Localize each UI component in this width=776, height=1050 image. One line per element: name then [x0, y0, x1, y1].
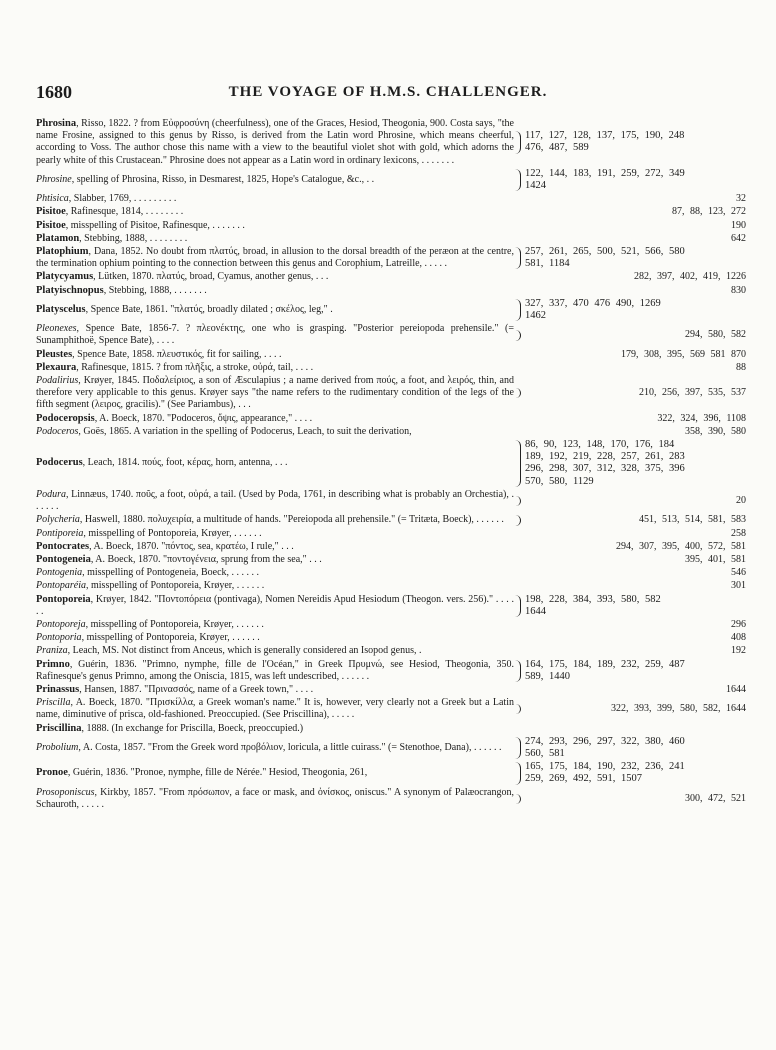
index-entry — [36, 761, 746, 785]
page-references — [514, 220, 746, 232]
reference-line: 296 — [731, 618, 746, 630]
genus-name: Platycyamus — [36, 271, 94, 283]
page-references — [514, 298, 746, 322]
genus-name: Pontoporeia — [36, 593, 91, 605]
entry-text — [36, 528, 514, 540]
entry-text — [36, 457, 514, 469]
entry-description: , Rafinesque, 1814, . . . . . . . . — [65, 206, 184, 218]
genus-name: Pontoporeja — [36, 618, 86, 630]
entry-description: , Linnæus, 1740. ποῦς, a foot, οὐρά, a tail. (Used by Poda, 1761, in describing what is probably an Orchestia), . . . . . . — [36, 488, 514, 513]
entry-text — [36, 742, 514, 754]
genus-name: Pontoporia — [36, 632, 82, 644]
reference-line: 1424 — [525, 180, 546, 192]
index-entry — [36, 375, 746, 412]
genus-name: Podalirius — [36, 375, 79, 387]
index-entry — [36, 439, 746, 488]
genus-name: Polycheria — [36, 514, 80, 526]
genus-name: Podoceros — [36, 425, 79, 437]
reference-line: 451, 513, 514, 581, 583 — [639, 514, 746, 526]
genus-name: Platophium — [36, 246, 89, 258]
index-entry — [36, 323, 746, 347]
reference-line: 198, 228, 384, 393, 580, 582 — [525, 593, 661, 605]
index-entry — [36, 220, 746, 232]
page-references — [514, 206, 746, 218]
reference-line: 294, 307, 395, 400, 572, 581 — [616, 540, 746, 552]
entry-text — [36, 174, 514, 186]
entry-description: , Dana, 1852. No doubt from πλατύς, broad, in allusion to the dorsal breadth of the peræon at the centre, the termination ophium pointing to the connection between this genus and Corophium, Latreille, . . . . . — [36, 246, 514, 270]
entry-description: , Stebbing, 1888, . . . . . . . — [103, 284, 207, 296]
page-references — [514, 439, 746, 488]
entry-description: , Haswell, 1880. πολυχειρία, a multitude of hands. "Pereiopoda all prehensile." (= Tritæta, Boeck), . . . . . . — [79, 514, 504, 526]
reference-list — [521, 761, 685, 785]
genus-name: Platyischnopus — [36, 284, 104, 296]
entry-description: , Spence Bate, 1861. "πλατύς, broadly dilated ; σκέλος, leg," . — [85, 303, 333, 315]
reference-line: 192 — [731, 645, 746, 657]
reference-line: 88 — [736, 361, 746, 373]
reference-list — [514, 285, 746, 297]
reference-list — [521, 298, 661, 322]
reference-list — [514, 580, 746, 592]
brace-mark — [514, 131, 521, 153]
page-references — [514, 495, 746, 507]
entry-description: , misspelling of Pontoporeia, Krøyer, . . . . . . — [81, 632, 260, 644]
brace-mark — [514, 247, 521, 269]
entry-description: , Rafinesque, 1815. ? from πλῆξις, a stroke, οὐρά, tail, . . . . — [76, 361, 314, 373]
page-references — [514, 736, 746, 760]
entry-text — [36, 271, 514, 283]
genus-name: Pleonexes — [36, 323, 77, 335]
reference-list — [514, 684, 746, 696]
genus-name: Priscilla — [36, 697, 71, 709]
reference-line: 322, 324, 396, 1108 — [657, 412, 746, 424]
reference-line: 165, 175, 184, 190, 232, 236, 241 — [525, 761, 685, 773]
page-references — [514, 619, 746, 631]
reference-line: 1644 — [726, 683, 746, 695]
index-entry — [36, 632, 746, 644]
page-references — [514, 349, 746, 361]
page-references — [514, 193, 746, 205]
page-references — [514, 233, 746, 245]
page-references — [514, 528, 746, 540]
index-entry — [36, 659, 746, 683]
entry-text — [36, 645, 514, 657]
index-entry — [36, 118, 746, 167]
page-header — [0, 82, 776, 106]
entry-description: , misspelling of Pontoporeia, Krøyer, . . . . . . — [83, 527, 262, 539]
brace-mark — [514, 595, 521, 617]
reference-line: 259, 269, 492, 591, 1507 — [525, 773, 642, 785]
reference-list — [521, 246, 685, 270]
index-entry — [36, 528, 746, 540]
genus-name: Podocerus — [36, 457, 83, 469]
reference-line: 589, 1440 — [525, 670, 570, 682]
brace-mark — [514, 388, 521, 398]
index-entry — [36, 298, 746, 322]
page-references — [514, 645, 746, 657]
reference-list — [514, 362, 746, 374]
entry-text — [36, 723, 514, 735]
entry-text — [36, 349, 514, 361]
genus-name: Podoceropsis — [36, 412, 95, 424]
reference-list — [521, 594, 661, 618]
reference-list — [521, 495, 746, 507]
reference-list — [514, 413, 746, 425]
entry-description: , Stebbing, 1888, . . . . . . . . — [79, 232, 188, 244]
reference-line: 258 — [731, 527, 746, 539]
brace-mark — [514, 330, 521, 340]
reference-list — [521, 736, 685, 760]
entry-text — [36, 567, 514, 579]
genus-name: Phrosina — [36, 118, 77, 129]
index-entry — [36, 723, 746, 735]
reference-list — [514, 567, 746, 579]
entry-text — [36, 697, 514, 721]
reference-list — [514, 541, 746, 553]
reference-list — [514, 193, 746, 205]
page-references — [514, 271, 746, 283]
reference-line: 274, 293, 296, 297, 322, 380, 460 — [525, 735, 685, 747]
brace-mark — [514, 762, 521, 784]
page-references — [514, 703, 746, 715]
reference-list — [521, 514, 746, 526]
genus-name: Platyscelus — [36, 303, 86, 315]
brace-mark — [514, 169, 521, 191]
page-references — [514, 387, 746, 399]
entry-description: , misspelling of Pontoporeia, Krøyer, . . . . . . — [85, 618, 264, 630]
genus-name: Prosoponiscus — [36, 786, 95, 798]
index-entry — [36, 489, 746, 513]
entry-text — [36, 554, 514, 566]
entry-text — [36, 375, 514, 412]
entry-text — [36, 514, 514, 526]
genus-name: Prinassus — [36, 683, 80, 695]
reference-line: 301 — [731, 580, 746, 592]
entry-description: , Krøyer, 1845. Ποδαλείριος, a son of Æsculapius ; a name derived from πούς, a foot, and λειρός, thin, and therefore very applicable to this genus. Krøyer says "the name refers to the rudimentary condition of the legs of the fifth segment (λειρος, gracilis)." (See Pariambus), . . . — [36, 375, 514, 411]
entry-text — [36, 632, 514, 644]
genus-name: Pontiporeia — [36, 527, 84, 539]
reference-line: 327, 337, 470 476 490, 1269 — [525, 297, 661, 309]
genus-name: Phrosine — [36, 173, 72, 185]
index-entry — [36, 349, 746, 361]
entry-description: , 1888. (In exchange for Priscilla, Boeck, preoccupied.) — [81, 722, 304, 734]
reference-list — [521, 793, 746, 805]
index-entries — [36, 118, 746, 812]
reference-list — [514, 206, 746, 218]
reference-list — [514, 632, 746, 644]
index-entry — [36, 285, 746, 297]
index-entry — [36, 271, 746, 283]
entry-text — [36, 594, 514, 618]
entry-description: , misspelling of Pontogeneia, Boeck, . . . . . . — [82, 567, 260, 579]
entry-description: , Leach, MS. Not distinct from Anceus, which is generally considered an Isopod genus, . — [67, 645, 422, 657]
page-references — [514, 426, 746, 438]
reference-line: 830 — [731, 284, 746, 296]
entry-description: , A. Boeck, 1870. "Πρισκίλλα, a Greek woman's name." It is, however, very clearly not a Greek but a Latin name, diminutive of prisca, old-fashioned. Preoccupied. (See Priscillina), . . . . . — [36, 697, 514, 721]
index-entry — [36, 645, 746, 657]
page-references — [514, 514, 746, 526]
index-entry — [36, 362, 746, 374]
page-references — [514, 659, 746, 683]
brace-mark — [514, 794, 521, 804]
reference-line: 570, 580, 1129 — [525, 475, 594, 487]
genus-name: Primno — [36, 658, 70, 670]
brace-mark — [514, 660, 521, 682]
entry-description: , misspelling of Pontoporeia, Krøyer, . . . . . . — [86, 580, 265, 592]
entry-text — [36, 285, 514, 297]
genus-name: Pisitoe — [36, 219, 66, 231]
genus-name: Podura — [36, 488, 66, 500]
entry-text — [36, 193, 514, 205]
page-references — [514, 541, 746, 553]
genus-name: Pleustes — [36, 348, 73, 360]
entry-description: , Risso, 1822. ? from Εὐφροσύνη (cheerfulness), one of the Graces, Hesiod, Theogonia, 900. Costa says, "the name Frosine, assigned to this genus by Risso, is derived from the Latin word Phrosine, which means cheerful, according to Voss. The author chose this name with a view to the beautiful violet shot with gold, which adorns the pearly white of this Crustacean." Phrosine does not appear as a Latin word in ordinary lexicons, . . . . . . . — [36, 118, 514, 166]
reference-line: 642 — [731, 232, 746, 244]
index-entry — [36, 787, 746, 811]
reference-line: 122, 144, 183, 191, 259, 272, 349 — [525, 167, 685, 179]
entry-text — [36, 206, 514, 218]
reference-line: 282, 397, 402, 419, 1226 — [634, 271, 746, 283]
entry-description: , Spence Bate, 1858. πλευστικός, fit for sailing, . . . . — [72, 348, 282, 360]
reference-line: 32 — [736, 193, 746, 205]
page-references — [514, 567, 746, 579]
reference-list — [514, 233, 746, 245]
reference-list — [521, 439, 685, 488]
index-entry — [36, 554, 746, 566]
reference-line: 87, 88, 123, 272 — [672, 206, 746, 218]
reference-list — [514, 619, 746, 631]
genus-name: Plexaura — [36, 361, 77, 373]
entry-text — [36, 246, 514, 270]
genus-name: Pontocrates — [36, 540, 90, 552]
reference-line: 189, 192, 219, 228, 257, 261, 283 — [525, 451, 685, 463]
reference-line: 117, 127, 128, 137, 175, 190, 248 — [525, 130, 685, 142]
reference-list — [521, 168, 685, 192]
entry-text — [36, 580, 514, 592]
genus-name: Praniza — [36, 645, 68, 657]
reference-line: 581, 1184 — [525, 258, 570, 270]
reference-line: 257, 261, 265, 500, 521, 566, 580 — [525, 246, 685, 258]
genus-name: Probolium — [36, 741, 79, 753]
entry-text — [36, 304, 514, 316]
entry-description: , Goës, 1865. A variation in the spelling of Podocerus, Leach, to suit the derivation, — [78, 425, 412, 437]
reference-list — [521, 329, 746, 341]
reference-line: 86, 90, 123, 148, 170, 176, 184 — [525, 439, 675, 451]
page-references — [514, 362, 746, 374]
reference-line: 20 — [736, 494, 746, 506]
page-references — [514, 130, 746, 154]
reference-list — [514, 220, 746, 232]
index-entry — [36, 233, 746, 245]
index-entry — [36, 619, 746, 631]
reference-line: 1462 — [525, 310, 546, 322]
entry-text — [36, 489, 514, 513]
page-references — [514, 413, 746, 425]
entry-text — [36, 541, 514, 553]
reference-line: 322, 393, 399, 580, 582, 1644 — [611, 703, 746, 715]
reference-line: 294, 580, 582 — [685, 329, 746, 341]
reference-line: 179, 308, 395, 569 581 870 — [621, 348, 746, 360]
entry-text — [36, 323, 514, 347]
entry-text — [36, 787, 514, 811]
brace-mark — [514, 496, 521, 506]
reference-line: 546 — [731, 567, 746, 579]
entry-text — [36, 233, 514, 245]
entry-description: , misspelling of Pisitoe, Rafinesque, . . . . . . . — [65, 219, 245, 231]
reference-list — [514, 645, 746, 657]
reference-list — [521, 130, 684, 154]
entry-description: , Kirkby, 1857. "From πρόσωπον, a face or mask, and ὀνίσκος, oniscus." A synonym of Palæocrangon, Schauroth, . . . . . — [36, 786, 514, 810]
brace-mark — [514, 299, 521, 321]
genus-name: Priscillina — [36, 722, 82, 734]
reference-list — [514, 349, 746, 361]
page-references — [514, 554, 746, 566]
reference-line: 190 — [731, 219, 746, 231]
reference-list — [521, 703, 746, 715]
page-references — [514, 594, 746, 618]
genus-name: Pronoe — [36, 767, 68, 779]
page-references — [514, 285, 746, 297]
index-entry — [36, 426, 746, 438]
entry-text — [36, 684, 514, 696]
genus-name: Phtisica — [36, 193, 69, 205]
reference-line: 476, 487, 589 — [525, 142, 589, 154]
entry-description: , A. Boeck, 1870. "ποντογένεια, sprung from the sea," . . . — [90, 553, 322, 565]
reference-line: 1644 — [525, 605, 546, 617]
entry-description: , A. Costa, 1857. "From the Greek word προβόλιον, loricula, a little cuirass." (= Stenothoe, Dana), . . . . . . — [78, 741, 502, 753]
entry-description: , Guérin, 1836. "Primno, nymphe, fille de l'Océan," in Greek Πρυμνώ, see Hesiod, Theogonia, 350. Rafinesque's genus Primno, among the Oniscia, 1815, was left undescribed, . . . . . . — [36, 658, 514, 682]
reference-line: 210, 256, 397, 535, 537 — [639, 387, 746, 399]
reference-line: 358, 390, 580 — [685, 425, 746, 437]
reference-list — [514, 271, 746, 283]
entry-text — [36, 220, 514, 232]
index-entry — [36, 206, 746, 218]
entry-text — [36, 767, 514, 779]
entry-description: , A. Boeck, 1870. "πόντος, sea, κρατέω, I rule," . . . — [89, 540, 294, 552]
entry-description: , Slabber, 1769, . . . . . . . . . — [68, 193, 177, 205]
brace-mark — [514, 704, 521, 714]
reference-line: 408 — [731, 632, 746, 644]
page-references — [514, 793, 746, 805]
entry-description: , Krøyer, 1842. "Ποντοπόρεια (pontivaga), Nomen Nereidis Apud Hesiodum (Theogon. vers. 256)." . . . . . . — [36, 593, 514, 617]
reference-list — [521, 387, 746, 399]
index-entry — [36, 193, 746, 205]
index-entry — [36, 684, 746, 696]
entry-text — [36, 362, 514, 374]
index-entry — [36, 567, 746, 579]
index-entry — [36, 514, 746, 526]
entry-text — [36, 118, 514, 167]
reference-list — [514, 528, 746, 540]
index-entry — [36, 736, 746, 760]
page-references — [514, 761, 746, 785]
page-references — [514, 329, 746, 341]
reference-line: 560, 581 — [525, 747, 565, 759]
brace-mark — [514, 737, 521, 759]
entry-description: , Leach, 1814. πούς, foot, κέρας, horn, antenna, . . . — [82, 457, 288, 469]
genus-name: Platamon — [36, 232, 80, 244]
index-entry — [36, 594, 746, 618]
reference-line: 296, 298, 307, 312, 328, 375, 396 — [525, 463, 685, 475]
reference-line: 164, 175, 184, 189, 232, 259, 487 — [525, 658, 685, 670]
page-references — [514, 580, 746, 592]
entry-text — [36, 426, 514, 438]
genus-name: Pisitoe — [36, 206, 66, 218]
running-title: THE VOYAGE OF H.M.S. CHALLENGER. — [228, 84, 548, 100]
index-entry — [36, 413, 746, 425]
index-entry — [36, 697, 746, 721]
index-entry — [36, 168, 746, 192]
reference-list — [514, 554, 746, 566]
brace-mark — [514, 515, 521, 525]
entry-text — [36, 619, 514, 631]
index-entry — [36, 541, 746, 553]
page-references — [514, 684, 746, 696]
reference-line: 300, 472, 521 — [685, 792, 746, 804]
reference-list — [521, 659, 685, 683]
genus-name: Pontogenia — [36, 567, 83, 579]
entry-description: , Spence Bate, 1856-7. ? πλεονέκτης, one who is grasping. "Posterior pereiopoda prehensile." (= Sunamphithoë, Spence Bate), . . . . — [36, 323, 514, 347]
brace-mark — [514, 440, 521, 487]
entry-description: , Hansen, 1887. "Πρινασσός, name of a Greek town," . . . . — [79, 683, 314, 695]
entry-description: , Lütken, 1870. πλατύς, broad, Cyamus, another genus, . . . — [93, 271, 329, 283]
index-entry — [36, 246, 746, 270]
reference-list — [514, 426, 746, 438]
entry-description: , Guérin, 1836. "Pronoe, nymphe, fille de Nérée." Hesiod, Theogonia, 261, — [67, 767, 368, 779]
page-references — [514, 168, 746, 192]
entry-description: , A. Boeck, 1870. "Podoceros, ὄψις, appearance," . . . . — [94, 412, 313, 424]
reference-line: 395, 401, 581 — [685, 553, 746, 565]
page-references — [514, 246, 746, 270]
entry-text — [36, 413, 514, 425]
page-number: 1680 — [36, 82, 72, 102]
entry-text — [36, 659, 514, 683]
genus-name: Pontoparéia — [36, 580, 86, 592]
genus-name: Pontogeneia — [36, 553, 91, 565]
page-references — [514, 632, 746, 644]
entry-description: , spelling of Phrosina, Risso, in Desmarest, 1825, Hope's Catalogue, &c., . . — [71, 173, 375, 185]
index-entry — [36, 580, 746, 592]
